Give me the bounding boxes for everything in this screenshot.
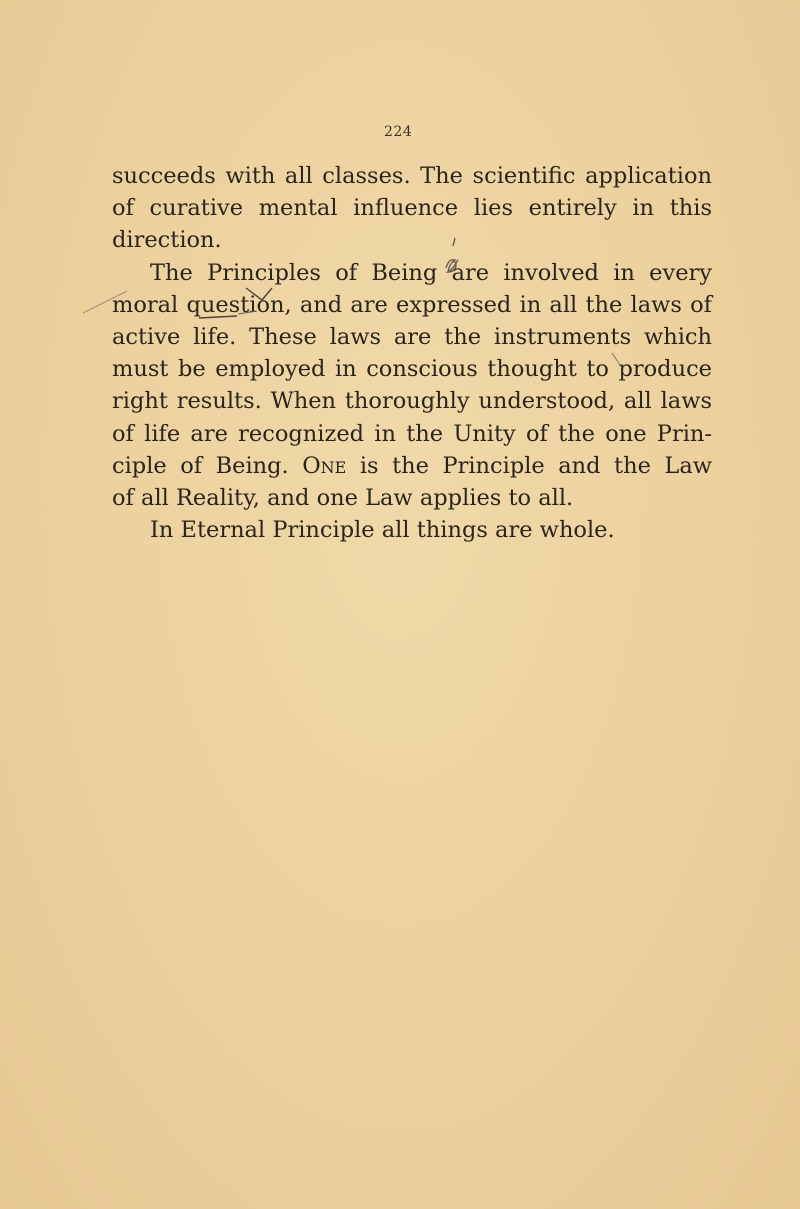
text-segment: is the Principle and the Law	[346, 452, 713, 479]
text-line: of curative mental influence lies entirely in this	[112, 195, 712, 222]
text-line-with-emphasis	[112, 450, 712, 482]
text-line: moral question, and are expressed in all the laws of	[112, 291, 712, 318]
text-line: succeeds with all classes. The scientific application	[112, 163, 712, 189]
text-line: active life. These laws are the instruments which	[112, 324, 712, 351]
text-segment: ciple of Being.	[112, 452, 289, 479]
text-line: of life are recognized in the Unity of the one Prin-	[112, 420, 712, 447]
text-line: direction.	[112, 227, 222, 254]
text-line: In Eternal Principle all things are whole.	[150, 517, 615, 544]
text-line: right results. When thoroughly understood, all laws	[112, 388, 712, 415]
text-line: The Principles of Being are involved in every	[150, 259, 712, 286]
page-number: 224	[384, 124, 413, 140]
emphasis-word: One	[302, 452, 347, 479]
text-line: of all Reality, and one Law applies to all.	[112, 485, 574, 512]
body-text	[112, 160, 712, 546]
text-line: must be employed in conscious thought to produce	[112, 356, 712, 383]
